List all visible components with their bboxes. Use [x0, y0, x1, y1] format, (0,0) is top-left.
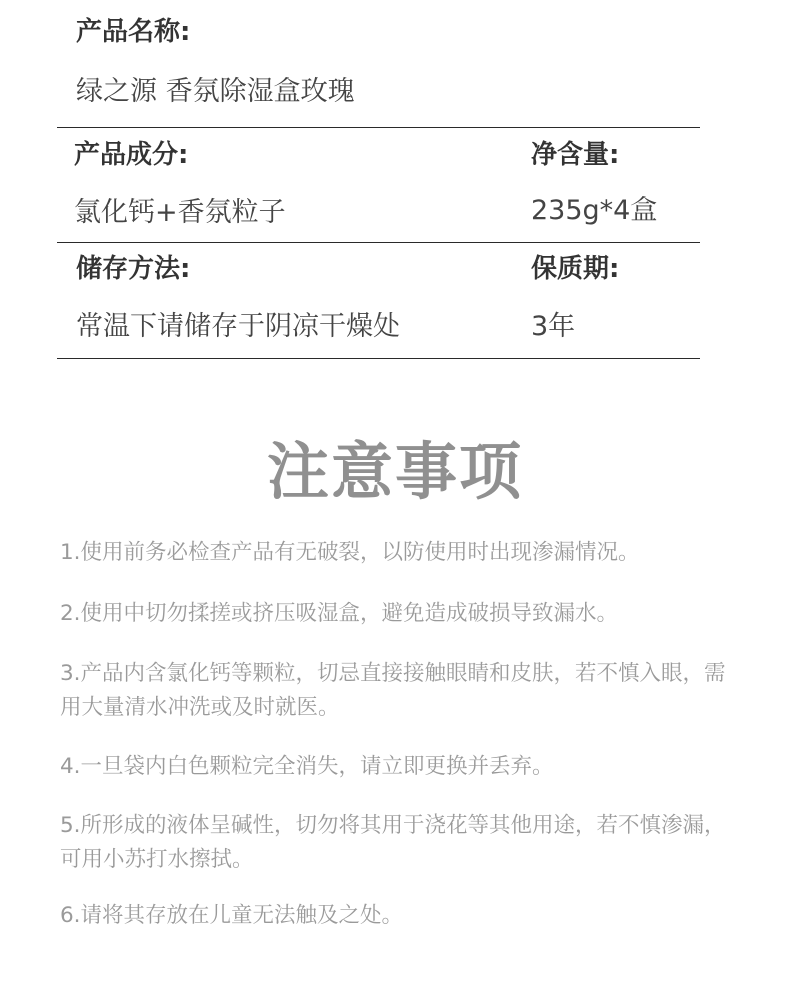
product-name-label: 产品名称: — [76, 17, 191, 47]
net-content-label: 净含量: — [531, 140, 620, 170]
divider — [57, 127, 700, 128]
notice-item: 5.所形成的液体呈碱性，切勿将其用于浇花等其他用途，若不慎渗漏，可用小苏打水擦拭。 — [60, 813, 726, 872]
divider — [57, 242, 700, 243]
notice-item: 2.使用中切勿揉搓或挤压吸湿盒，避免造成破损导致漏水。 — [60, 601, 619, 626]
storage-value: 常温下请储存于阴凉干燥处 — [76, 311, 400, 342]
notice-title: 注意事项 — [266, 435, 523, 508]
notice-item: 3.产品内含氯化钙等颗粒，切忌直接接触眼睛和皮肤，若不慎入眼，需用大量清水冲洗或及时就医。 — [60, 661, 726, 720]
ingredients-label: 产品成分: — [74, 140, 189, 170]
ingredients-value: 氯化钙+香氛粒子 — [74, 197, 286, 228]
notice-item: 4.一旦袋内白色颗粒完全消失，请立即更换并丢弃。 — [60, 754, 554, 779]
product-name-value: 绿之源 香氛除湿盒玫瑰 — [76, 76, 355, 107]
divider — [57, 358, 700, 359]
net-content-value: 235g*4盒 — [531, 195, 658, 226]
notice-item: 1.使用前务必检查产品有无破裂，以防使用时出现渗漏情况。 — [60, 540, 640, 565]
shelf-life-value: 3年 — [531, 311, 576, 342]
storage-label: 储存方法: — [76, 254, 191, 284]
shelf-life-label: 保质期: — [531, 254, 620, 284]
notice-item: 6.请将其存放在儿童无法触及之处。 — [60, 903, 404, 928]
